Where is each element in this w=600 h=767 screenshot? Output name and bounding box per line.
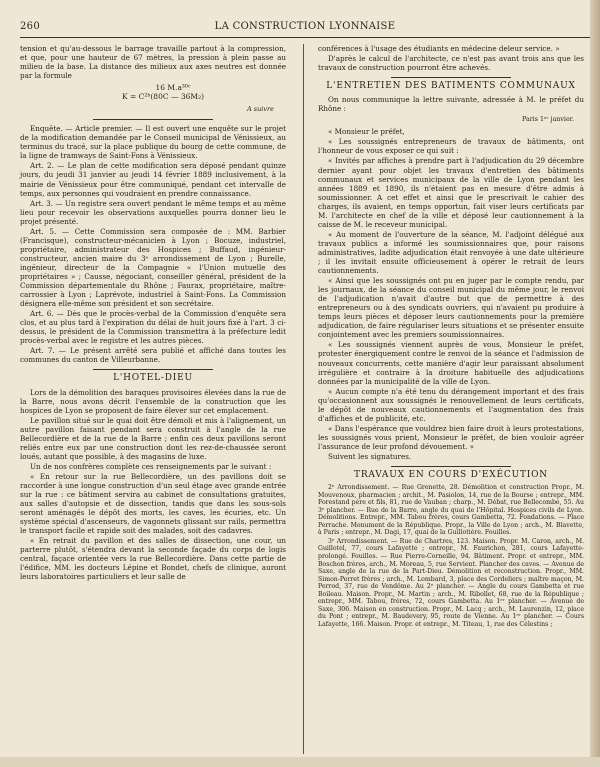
- section-divider: [93, 369, 213, 370]
- section-heading-travaux: TRAVAUX EN COURS D'EXÉCUTION: [354, 470, 548, 481]
- travaux-2e-arrondissement: 2ᵉ Arrondissement. — Rue Grenette, 28. Démolition et construction Propr., M. Mouvenoux, pharmacien ; archit., M. Pasiolon, 14, rue de la Bourse ; entrepr., MM. Forestand père et fils, 81, rue de Vauban ; charp., M. Débat, rue Bellecombe, 55. Au 3ᵉ plancher. — Rue de la Barre, angle du quai de l'Hôpital. Hospices civils de Lyon. Démolitions. Entrepr., MM. Tabou frères, cours Gambetta, 72. Fondations. — Place Perrache. Monument de la République. Propr., la Ville de Lyon ; arch., M. Blavette, à Paris ; entrepr., M. Dagi, 17, quai de la Guillotière. Fouilles.: [318, 484, 584, 537]
- hotel-conclusion: D'après le calcul de l'architecte, ce n'est pas avant trois ans que les travaux de construction pourront être achevés.: [318, 54, 584, 73]
- section-heading-entretien: L'ENTRETIEN DES BATIMENTS COMMUNAUX: [326, 81, 576, 92]
- section-divider: [93, 119, 213, 120]
- page-spine-shadow: [590, 0, 600, 767]
- left-column: [20, 44, 286, 582]
- hotel-paragraph-2: Le pavillon situé sur le quai doit être démoli et mis à l'alignement, un autre pavillon faisant pendant sera construit à l'angle de la rue Bellecordière et de la rue de la Barre ; enfin ces deux pavillons seront reliés entre eux par une construction dont les rez-de-chaussée seront loués, autant que possible, à des magasins de luxe.: [20, 415, 286, 461]
- section-divider: [391, 77, 511, 78]
- letter-paragraph-3: « Au moment de l'ouverture de la séance, M. l'adjoint délégué aux travaux publics a informé les soumissionnaires que, pour raisons administratives, ladite adjudication était renvoyée à une date ultérieure ; il les invitait ensuite officieusement à opérer le retrait de leurs cautionnements.: [318, 229, 584, 276]
- article-5-paragraph: Art. 5. — Cette Commission sera composée de : MM. Barbier (Francisque), constructeur-mécanicien à Lyon ; Bocuze, industriel, propriétaire, administrateur des Hospices ; Buffaud, ingénieur-constructeur, ancien maire du 3ᵉ arrondissement de Lyon ; Burelle, ingénieur, directeur de la Compagnie « l'Union mutuelle des propriétaires » ; Causse, négociant, conseiller général, président de la Commission départementale du Rhône ; Faurax, propriétaire, maître-carrossier à Lyon ; Laprévote, industriel à Saint-Fons. La Commission désignera elle-même son président et son secrétaire.: [20, 226, 286, 309]
- article-6-paragraph: Art. 6. — Dès que le procès-verbal de la Commission d'enquête sera clos, et au plus tard à l'expiration du délai de huit jours fixé à l'art. 3 ci-dessus, le président de la Commission transmettra à la préfecture ledit procès-verbal avec le registre et les autres pièces.: [20, 309, 286, 346]
- signatures-note: Suivent les signatures.: [328, 451, 412, 461]
- letter-salutation: « Monsieur le préfet,: [328, 127, 405, 137]
- section-heading-hotel-dieu: L'HOTEL-DIEU: [113, 373, 193, 384]
- article-7-paragraph: Art. 7. — Le présent arrêté sera publié et affiché dans toutes les communes du canton de Villeurbanne.: [20, 346, 286, 365]
- a-suivre-note: A suivre: [247, 105, 274, 114]
- travaux-3e-arrondissement: 3ᵉ Arrondissement. — Rue de Chartres, 123. Maison. Propr. M. Caron, arch., M. Guillotel, 77, cours Lafayette ; entrepr., M. Faurichon, 281, cours Lafayette-prolongé. Fouilles. — Rue Pierre-Corneille, 94. Bâtiment. Propr. et entrepr., MM. Boschon frères, arch., M. Moreau, 5, rue Servient. Plancher des caves. — Avenue de Saxe, angle de la rue de la Part-Dieu. Démolition et reconstruction. Propr., MM. Simon-Perret frères ; arch., M. Lombard, 3, place des Cordeliers ; maître maçon, M. Perrod, 37, rue de Vendôme. Au 2ᵉ plancher. — Angle du cours Gambetta et rue Boileau. Maison. Propr., M. Martin ; arch., M. Ribollet, 68, rue de la République ; entrepr., MM. Tabou, frères, 72, cours Gambetta. Au 1ᵉʳ plancher. — Avenue de Saxe, 306. Maison en construction. Propr., M. Lacq ; arch., M. Laurenzin, 12, place du Pont ; entrepr., M. Baudevery, 95, route de Vienne. Au 1ᵉʳ plancher. — Cours Lafayette, 166. Maison. Propr. et entrepr., M. Titeau, 1, rue des Célestins ;: [318, 537, 584, 628]
- formula-numerator: 16 M.a³⁰ᶜ: [155, 83, 191, 93]
- enquete-paragraph: Enquête. — Article premier. — Il est ouvert une enquête sur le projet de la modification demandée par le Conseil municipal de Vénissieux, au terminus du tracé, sur la place publique du bourg de cette commune, de la ligne de tramways de Saint-Fons à Vénissieux.: [20, 124, 286, 161]
- letter-paragraph-4: « Ainsi que les soussignés ont pu en juger par le compte rendu, par les journaux, de la séance du conseil municipal du même jour, le renvoi de l'adjudication n'avait d'autre but que de permettre à des entrepreneurs ou à des syndicats ouvriers, qui n'avaient pu produire à temps leurs pièces et déposer leurs cautionnements pour la première adjudication, de faire régulariser leurs situations et se présenter ensuite conjointement avec les premiers soumissionnaires.: [318, 276, 584, 340]
- letter-paragraph-2: « Invités par affiches à prendre part à l'adjudication du 29 décembre dernier ayant pour objet les travaux d'entretien des bâtiments communaux et services municipaux de la ville de Lyon pendant les années 1889 et 1890, ils n'étaient pas en mesure d'être admis à soumissionner. A cet effet et ainsi que le prescrivait le cahier des charges, ils avaient, en temps opportun, fait viser leurs certificats par M. l'architecte en chef de la ville et déposé leur cautionnement à la caisse de M. le receveur municipal.: [318, 156, 584, 229]
- right-column: [318, 44, 584, 629]
- page-number: 260: [20, 21, 40, 32]
- article-2-paragraph: Art. 2. — Le plan de cette modification sera déposé pendant quinze jours, du jeudi 31 janvier au jeudi 14 février 1889 inclusivement, à la mairie de Vénissieux pour être communiqué, pendant cet intervalle de temps, aux personnes qui voudraient en prendre connaissance.: [20, 161, 286, 198]
- intro-paragraph: tension et qu'au-dessous le barrage travaille partout à la compression, et que, pour une hauteur de 67 mètres, la pression à plein passe au milieu de la base. La distance des milieux aux axes neutres est donnée par la formule: [20, 44, 286, 81]
- hotel-paragraph-4: « En retour sur la rue Bellecordière, un des pavillons doit se raccorder à une longue construction d'un seul étage avec grande entrée sur la rue : ce bâtiment servira au cabinet de consultations gratuites, aux salles d'autopsie et de dissection, tandis que dans les sous-sols seront aménagés le dépôt des morts, les caves, les écuries, etc. Un système spécial d'ascenseurs, de vagonnets glissant sur rails, permettra le transport facile et rapide soit des malades, soit des cadavres.: [20, 471, 286, 536]
- letter-date: Paris 1ᵉʳ janvier.: [522, 116, 574, 124]
- hotel-paragraph-3: Un de nos confrères complète ces renseignements par le suivant :: [30, 461, 272, 471]
- letter-paragraph-7: « Dans l'espérance que vouldrez bien faire droit à leurs protestations, les soussignés vous prient, Monsieur le préfet, de bien vouloir agréer l'assurance de leur profond dévouement. »: [318, 423, 584, 451]
- section-divider: [391, 466, 511, 467]
- column-divider: [303, 44, 304, 754]
- page-bottom-edge: [0, 757, 600, 767]
- letter-paragraph-1: « Les soussignés entrepreneurs de travaux de bâtiments, ont l'honneur de vous exposer ce qui suit :: [318, 137, 584, 156]
- hotel-paragraph-1: Lors de la démolition des baraques provisoires élevées dans la rue de la Barre, nous avons décrit l'ensemble de la construction que les hospices de Lyon se proposent de faire élever sur cet emplacement.: [20, 387, 286, 415]
- article-3-paragraph: Art. 3. — Un registre sera ouvert pendant le même temps et au même lieu pour recevoir les observations auxquelles pourra donner lieu le projet présenté.: [20, 198, 286, 226]
- hotel-paragraph-5: « En retrait du pavillon et des salles de dissection, une cour, un parterre plutôt, s'étendra devant la seconde façade du corps de logis central, façace orientée vers la rue Bellecordière. Dans cette partie de l'édifice, MM. les docteurs Lépine et Bondet, chefs de clinique, auront leurs laboratoires particuliers et leur salle de: [20, 536, 286, 582]
- formula-denominator: K = C²ᵇ(80C — 36M₂): [121, 92, 205, 102]
- formula: [20, 83, 286, 101]
- header-rule: [20, 37, 590, 38]
- letter-paragraph-5: « Les soussignés viennent auprès de vous, Monsieur le préfet, protester énergiquement contre le renvoi de la séance et l'admission de nouveaux concurrents, cette manière d'agir leur paraissant absolument irrégulière et contraire à la droiture habituelle des adjudications données par la municipalité de la ville de Lyon.: [318, 340, 584, 386]
- letter-intro: On nous communique la lettre suivante, adressée à M. le préfet du Rhône :: [318, 95, 584, 114]
- journal-title: LA CONSTRUCTION LYONNAISE: [214, 21, 396, 32]
- letter-paragraph-6: « Aucun compte n'a été tenu du dérangement important et des frais qu'occasionnent aux soussignés le renouvellement de leurs certificats, le dépôt de nouveaux cautionnements et l'augmentation des frais d'affiches et de publicité, etc.: [318, 386, 584, 423]
- hotel-continuation: conférences à l'usage des étudiants en médecine deleur service. »: [318, 44, 560, 53]
